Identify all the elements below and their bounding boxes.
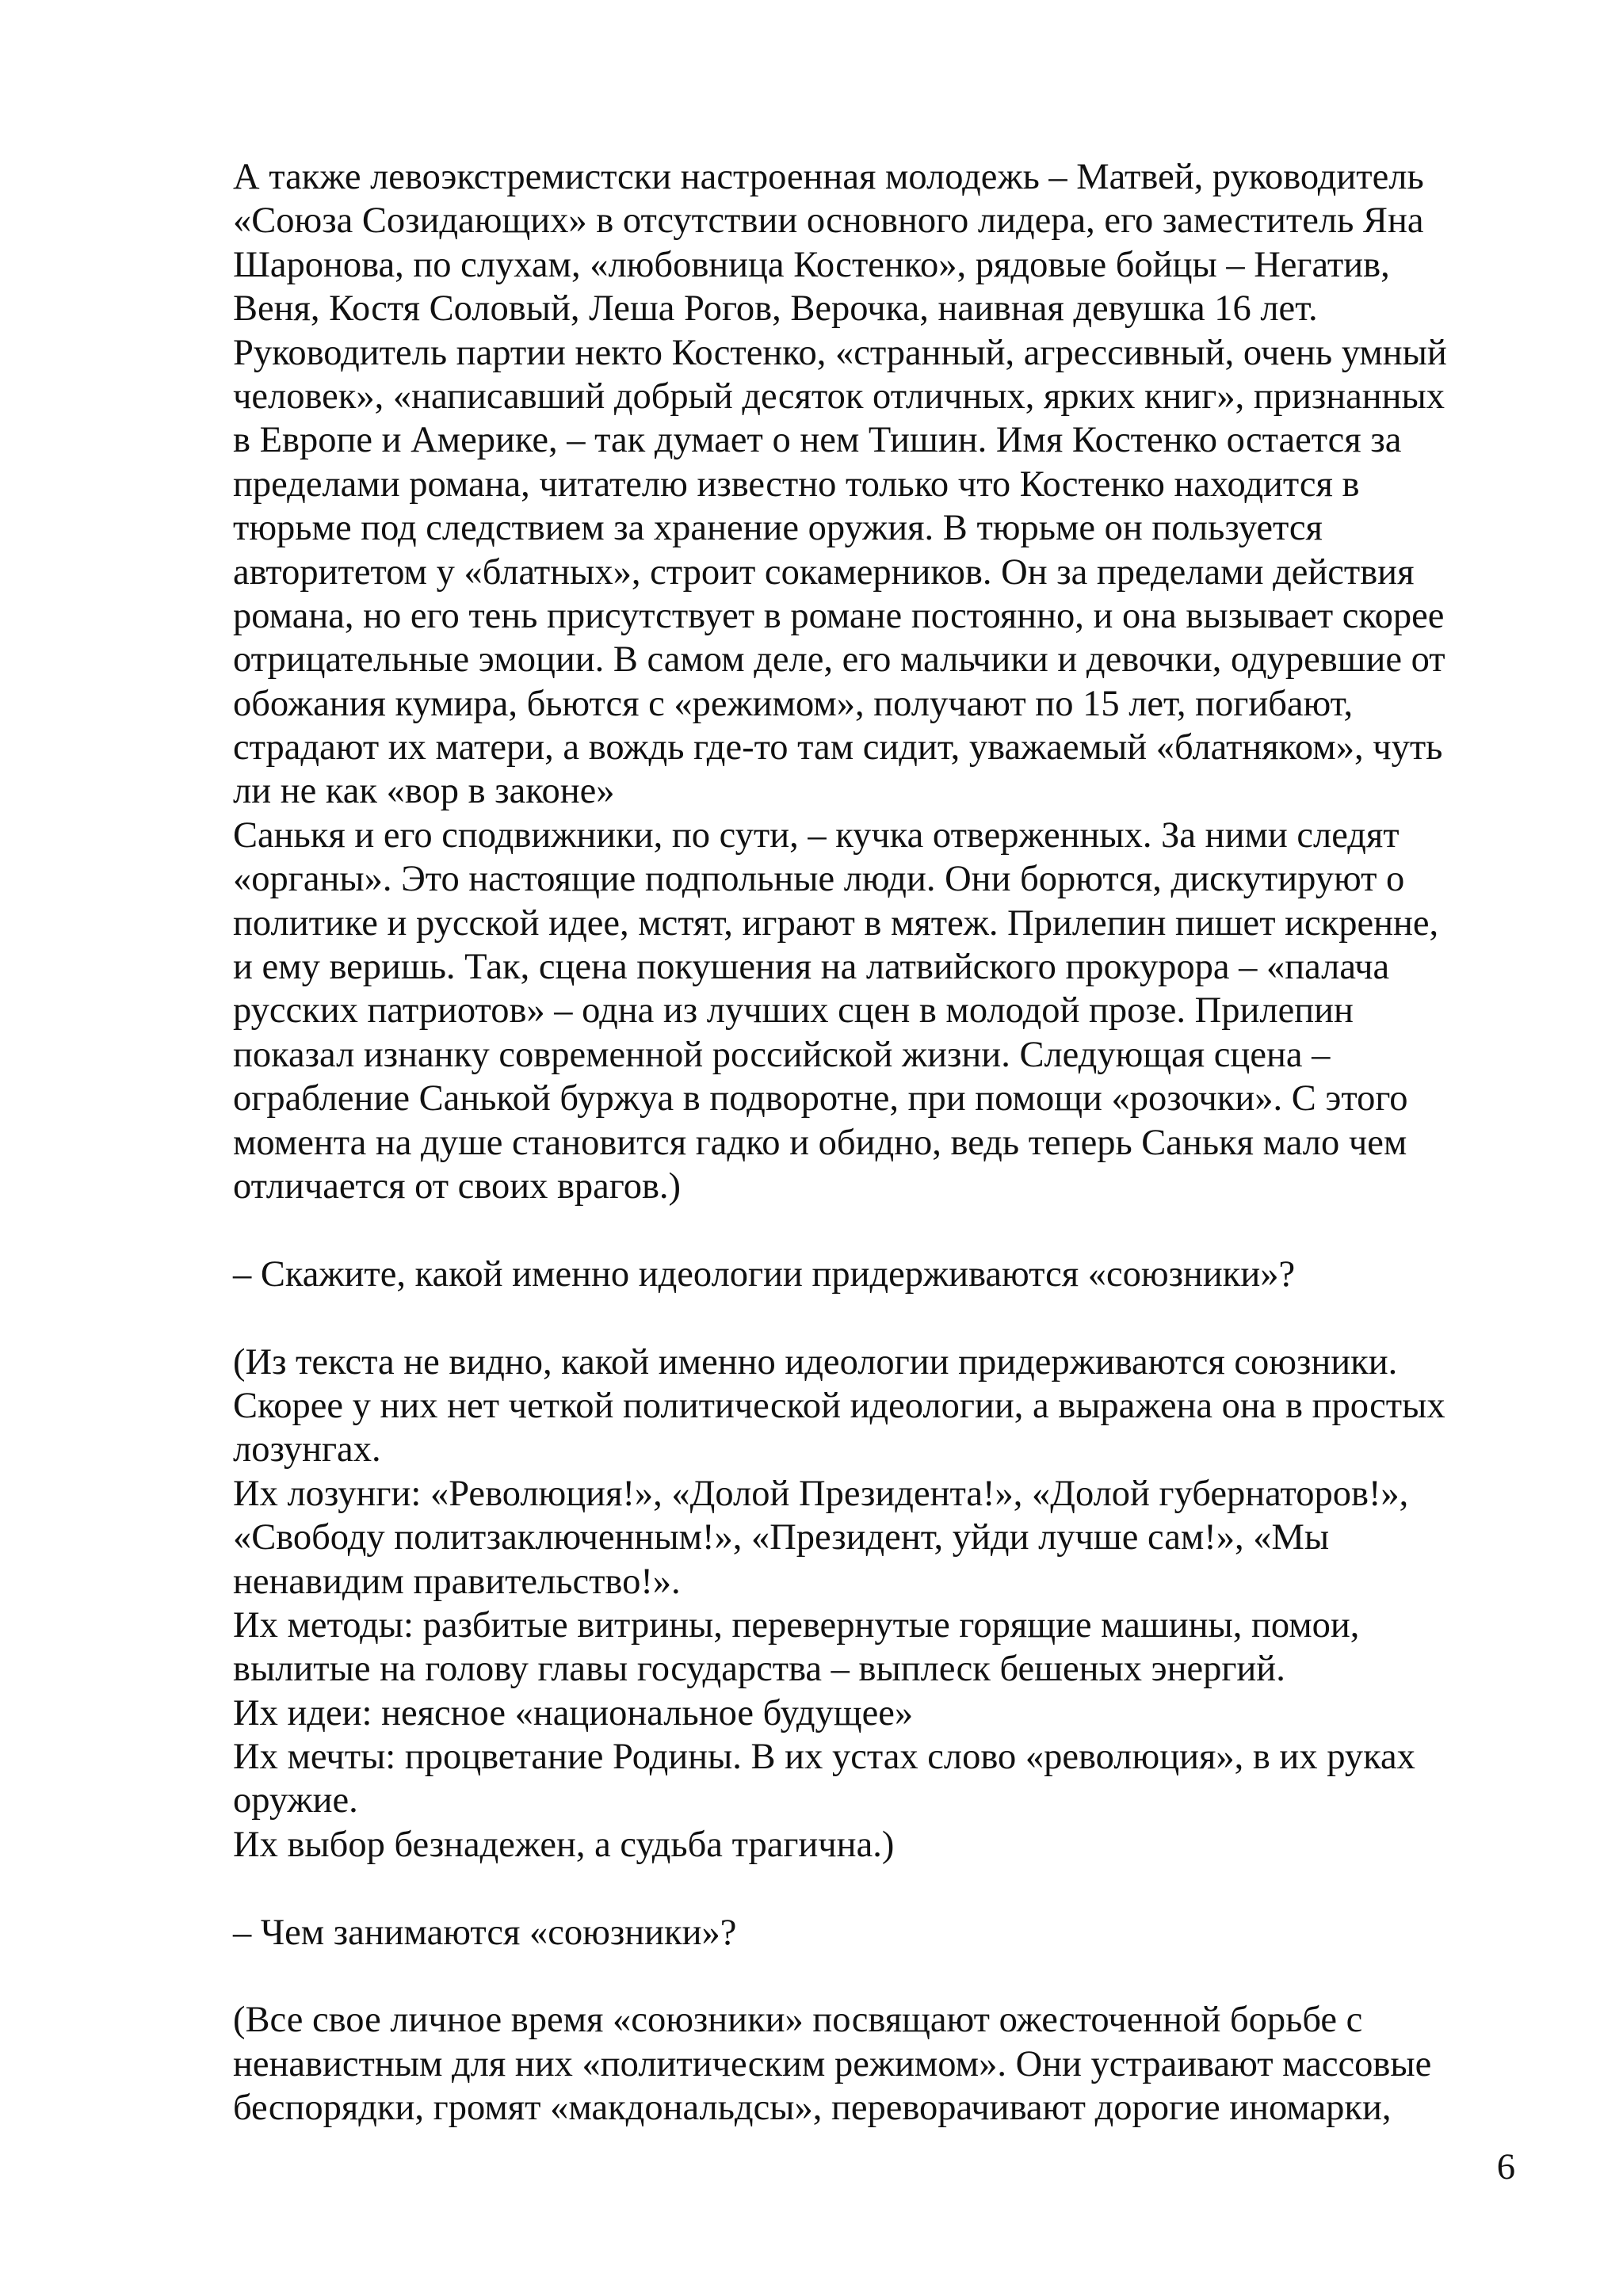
text-line: вылитые на голову главы государства – выплеск бешеных энергий. bbox=[233, 1649, 1285, 1690]
text-line: ли не как «вор в законе» bbox=[233, 771, 615, 812]
text-line: «Свободу политзаключенным!», «Президент, уйди лучше сам!», «Мы bbox=[233, 1517, 1330, 1558]
text-line: и ему веришь. Так, сцена покушения на латвийского прокурора – «палача bbox=[233, 947, 1390, 988]
question-1: – Скажите, какой именно идеологии придерживаются «союзники»? bbox=[233, 1253, 1296, 1295]
text-line: политике и русской идее, мстят, играют в мятеж. Прилепин пишет искренне, bbox=[233, 902, 1439, 944]
text-line: ненавидим правительство!». bbox=[233, 1561, 681, 1602]
text-line: отрицательные эмоции. В самом деле, его мальчики и девочки, одуревшие от bbox=[233, 639, 1445, 681]
text-line: «Союза Созидающих» в отсутствии основного лидера, его заместитель Яна bbox=[233, 200, 1424, 242]
text-line: оружие. bbox=[233, 1780, 358, 1821]
text-line: момента на душе становится гадко и обидно, ведь теперь Санькя мало чем bbox=[233, 1122, 1407, 1163]
text-line: Руководитель партии некто Костенко, «странный, агрессивный, очень умный bbox=[233, 332, 1447, 373]
page-body-text bbox=[233, 155, 1533, 2130]
text-line: Их выбор безнадежен, а судьба трагична.) bbox=[233, 1824, 895, 1865]
text-line: пределами романа, читателю известно только что Костенко находится в bbox=[233, 463, 1360, 505]
text-line: ненавистным для них «политическим режимом». Они устраивают массовые bbox=[233, 2043, 1432, 2084]
text-line: отличается от своих врагов.) bbox=[233, 1165, 682, 1207]
text-line: Их методы: разбитые витрины, перевернутые горящие машины, помои, bbox=[233, 1604, 1360, 1646]
text-line: человек», «написавший добрый десяток отличных, ярких книг», признанных bbox=[233, 376, 1445, 417]
text-line: Их мечты: процветание Родины. В их устах слово «революция», в их руках bbox=[233, 1737, 1415, 1778]
blank-line bbox=[233, 1296, 1533, 1340]
text-line: в Европе и Америке, – так думает о нем Тишин. Имя Костенко остается за bbox=[233, 420, 1402, 461]
paragraph-2 bbox=[233, 814, 1533, 1209]
text-line: (Из текста не видно, какой именно идеологии придерживаются союзники. bbox=[233, 1341, 1398, 1383]
answer-2 bbox=[233, 1998, 1533, 2130]
text-line: (Все свое личное время «союзники» посвящают ожесточенной борьбе с bbox=[233, 2000, 1363, 2041]
answer-1 bbox=[233, 1341, 1533, 1867]
blank-line bbox=[233, 1955, 1533, 1998]
question-2: – Чем занимаются «союзники»? bbox=[233, 1912, 737, 1953]
text-line: авторитетом у «блатных», строит сокамерников. Он за пределами действия bbox=[233, 551, 1415, 593]
text-line: Веня, Костя Соловый, Леша Рогов, Верочка, наивная девушка 16 лет. bbox=[233, 288, 1318, 330]
text-line: романа, но его тень присутствует в романе постоянно, и она вызывает скорее bbox=[233, 595, 1445, 636]
text-line: лозунгах. bbox=[233, 1429, 381, 1470]
page-number: 6 bbox=[1496, 2147, 1515, 2187]
text-line: «органы». Это настоящие подпольные люди. Они борются, дискутируют о bbox=[233, 859, 1405, 900]
text-line: ограбление Санькой буржуа в подворотне, при помощи «розочки». С этого bbox=[233, 1078, 1408, 1119]
text-line: А также левоэкстремистски настроенная молодежь – Матвей, руководитель bbox=[233, 157, 1424, 197]
text-line: Шаронова, по слухам, «любовница Костенко», рядовые бойцы – Негатив, bbox=[233, 244, 1390, 285]
text-line: Скорее у них нет четкой политической идеологии, а выражена она в простых bbox=[233, 1385, 1445, 1426]
blank-line bbox=[233, 1208, 1533, 1252]
text-line: Их лозунги: «Революция!», «Долой Президента!», «Долой губернаторов!», bbox=[233, 1473, 1409, 1514]
blank-line bbox=[233, 1867, 1533, 1910]
paragraph-1 bbox=[233, 155, 1533, 814]
text-line: показал изнанку современной российской жизни. Следующая сцена – bbox=[233, 1034, 1331, 1075]
text-line: Их идеи: неясное «национальное будущее» bbox=[233, 1692, 914, 1733]
text-line: беспорядки, громят «макдональдсы», переворачивают дорогие иномарки, bbox=[233, 2088, 1392, 2129]
text-line: русских патриотов» – одна из лучших сцен в молодой прозе. Прилепин bbox=[233, 990, 1354, 1032]
text-line: страдают их матери, а вождь где-то там сидит, уважаемый «блатняком», чуть bbox=[233, 727, 1443, 769]
text-line: тюрьме под следствием за хранение оружия. В тюрьме он пользуется bbox=[233, 508, 1323, 549]
text-line: обожания кумира, бьются с «режимом», получают по 15 лет, погибают, bbox=[233, 683, 1354, 724]
text-line: Санькя и его сподвижники, по сути, – кучка отверженных. За ними следят bbox=[233, 814, 1400, 856]
